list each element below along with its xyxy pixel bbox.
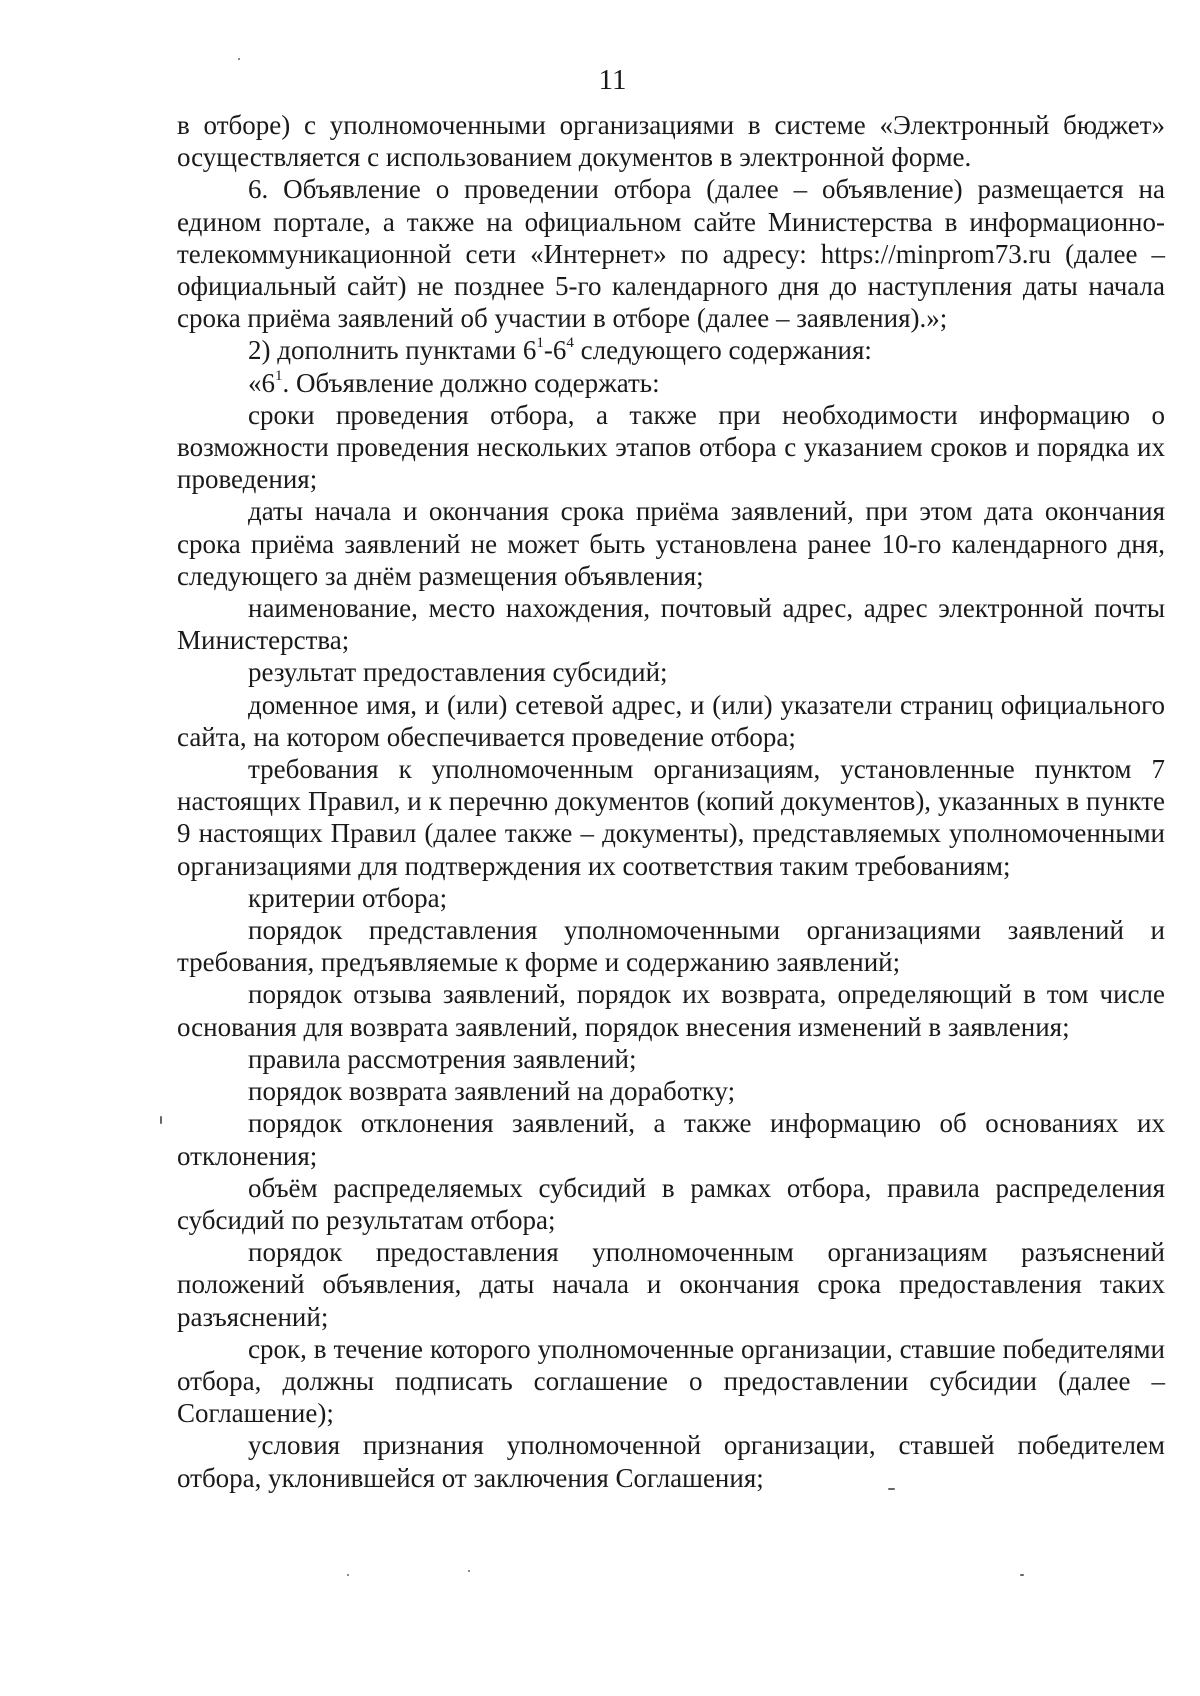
superscript-4: 4 (566, 335, 574, 352)
list-item-result: результат предоставления субсидий; (248, 657, 668, 688)
scan-speck (468, 1570, 470, 1572)
superscript-1: 1 (536, 335, 544, 352)
list-item-requirements: требования к уполномоченным организациям, установленные пунктом 7 настоящих Правил, и к перечню документов (копий документов), указанных в пункте 9 настоящих Правил (далее также – документы), представляемых уполномоченными организациями для подтверждения их соответствия таким требованиям; (177, 754, 1165, 881)
list-item-withdrawal: порядок отзыва заявлений, порядок их возврата, определяющий в том числе основания для возврата заявлений, порядок внесения изменений в заявления; (177, 979, 1165, 1042)
list-item-review-rules: правила рассмотрения заявлений; (248, 1043, 637, 1074)
scan-speck (1020, 1574, 1024, 1576)
paragraph-amendment-2 (177, 334, 1165, 366)
list-item-domain: доменное имя, и (или) сетевой адрес, и (или) указатели страниц официального сайта, на котором обеспечивается проведение отбора; (177, 689, 1165, 752)
amendment-text-range: -6 (543, 335, 567, 366)
item-6-1-text: . Объявление должно содержать: (282, 367, 660, 398)
scan-speck (347, 1574, 349, 1576)
item-6-1-number: «6 (248, 367, 275, 398)
paragraph-continuation: в отборе) с уполномоченными организациями в системе «Электронный бюджет» осуществляется с использованием документов в электронной форме. (177, 110, 1165, 173)
list-item-ministry-address: наименование, место нахождения, почтовый адрес, адрес электронной почты Министерства; (177, 593, 1165, 656)
document-body (177, 109, 1165, 1494)
list-item-evasion: условия признания уполномоченной организации, ставшей победителем отбора, уклонившейся от заключения Соглашения; (177, 1430, 1165, 1493)
paragraph-item-6: 6. Объявление о проведении отбора (далее – объявление) размещается на едином портале, а также на официальном сайте Министерства в информационно-телекоммуникационной сети «Интернет» по адресу: https://minprom73.ru (далее – официальный сайт) не позднее 5-го календарного дня до наступления даты начала срока приёма заявлений об участии в отборе (далее – заявления).»; (177, 174, 1166, 334)
amendment-text-start: 2) дополнить пунктами 6 (248, 335, 537, 366)
list-item-terms: сроки проведения отбора, а также при необходимости информацию о возможности проведения нескольких этапов отбора с указанием сроков и порядка их проведения; (177, 399, 1165, 495)
superscript-1: 1 (275, 367, 283, 384)
list-item-rejection: порядок отклонения заявлений, а также информацию об основаниях их отклонения; (177, 1108, 1165, 1171)
list-item-criteria: критерии отбора; (248, 882, 448, 913)
list-item-dates: даты начала и окончания срока приёма заявлений, при этом дата окончания срока приёма заявлений не может быть установлена ранее 10-го календарного дня, следующего за днём размещения объявления; (177, 496, 1165, 591)
scan-speck (888, 1488, 895, 1490)
list-item-volume: объём распределяемых субсидий в рамках отбора, правила распределения субсидий по результатам отбора; (177, 1172, 1165, 1235)
amendment-text-end: следующего содержания: (573, 335, 872, 366)
list-item-submission: порядок представления уполномоченными организациями заявлений и требования, предъявляемые к форме и содержанию заявлений; (177, 915, 1165, 978)
list-item-agreement-term: срок, в течение которого уполномоченные организации, ставшие победителями отбора, должны подписать соглашение о предоставлении субсидии (далее – Соглашение); (177, 1333, 1165, 1429)
scan-speck (238, 58, 240, 60)
list-item-clarifications: порядок предоставления уполномоченным организациям разъяснений положений объявления, даты начала и окончания срока предоставления таких разъяснений; (177, 1237, 1165, 1332)
list-item-return: порядок возврата заявлений на доработку; (248, 1076, 736, 1107)
scan-speck (160, 1116, 162, 1124)
paragraph-item-6-1 (177, 367, 1165, 399)
page-number: 11 (598, 64, 627, 96)
